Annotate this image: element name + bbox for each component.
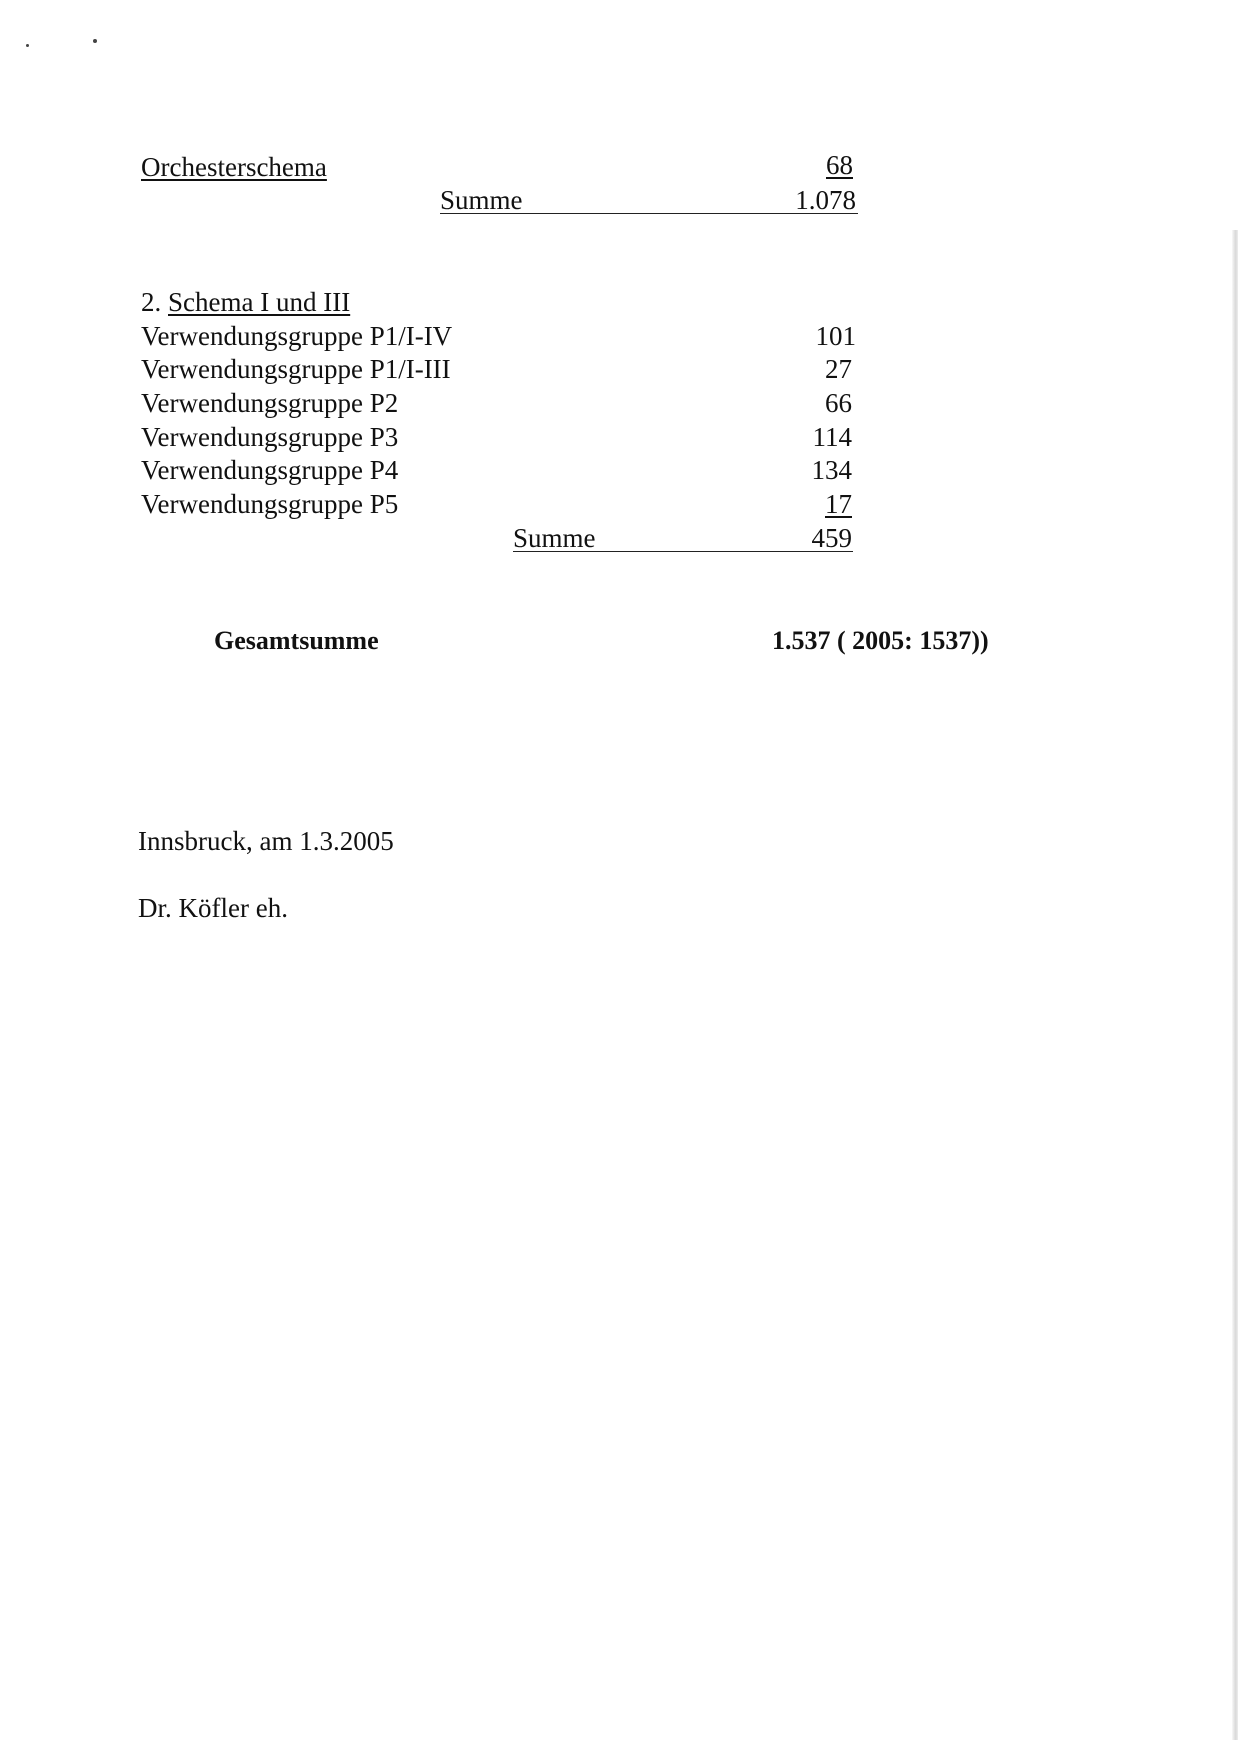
section1-sum-label: Summe [440,185,523,215]
section1-sum-line [440,213,858,214]
orchester-label: Orchesterschema [141,152,327,182]
total-label: Gesamtsumme [214,626,379,655]
section2-number: 2. [141,287,162,317]
section1-sum-value: 1.078 [795,185,856,215]
row-label: Verwendungsgruppe P4 [141,455,399,485]
total-value: 1.537 ( 2005: 1537)) [772,626,989,655]
orchester-value: 68 [826,150,853,180]
row-value: 134 [811,455,852,485]
row-value: 101 [815,321,856,351]
row-label: Verwendungsgruppe P3 [141,422,399,452]
scan-speck [93,39,97,43]
row-label: Verwendungsgruppe P5 [141,489,399,519]
section2-sum-value: 459 [811,523,852,553]
section2-heading [141,287,350,317]
row-label: Verwendungsgruppe P1/I-III [141,354,451,384]
section2-title: Schema I und III [168,287,351,317]
row-value: 114 [812,422,852,452]
row-value: 27 [825,354,852,384]
row-label: Verwendungsgruppe P1/I-IV [141,321,453,351]
row-value: 66 [825,388,852,418]
scan-edge [1232,230,1238,1740]
scan-speck [26,44,29,47]
signature: Dr. Köfler eh. [138,893,288,923]
row-label: Verwendungsgruppe P2 [141,388,399,418]
row-value: 17 [825,489,852,519]
section2-sum-label: Summe [513,523,596,553]
place-date: Innsbruck, am 1.3.2005 [138,826,394,856]
section2-sum-line [513,551,853,552]
